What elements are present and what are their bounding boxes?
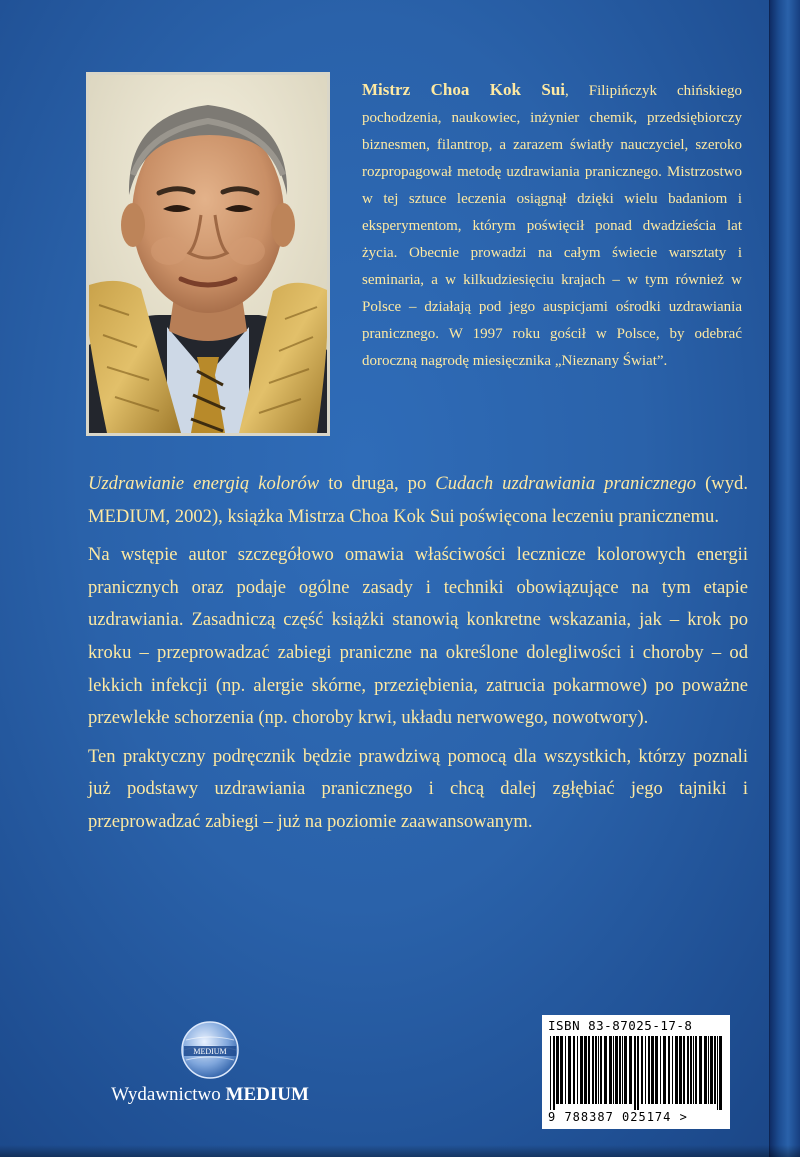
author-portrait bbox=[89, 75, 327, 433]
publisher-logo bbox=[180, 1020, 240, 1080]
barcode-bar bbox=[641, 1036, 643, 1104]
barcode-bar bbox=[600, 1036, 602, 1104]
barcode-bar bbox=[710, 1036, 713, 1104]
barcode-bar bbox=[699, 1036, 702, 1104]
barcode-bars bbox=[548, 1036, 724, 1110]
author-photo bbox=[86, 72, 330, 436]
publisher-brand: MEDIUM bbox=[225, 1084, 309, 1105]
barcode-bar bbox=[560, 1036, 563, 1104]
barcode-bar bbox=[553, 1036, 555, 1110]
book-description bbox=[88, 468, 748, 845]
barcode-bar bbox=[695, 1036, 697, 1104]
barcode bbox=[542, 1015, 730, 1129]
barcode-bar bbox=[588, 1036, 590, 1104]
barcode-bar bbox=[595, 1036, 597, 1104]
barcode-bar bbox=[683, 1036, 685, 1104]
description-paragraph: Na wstępie autor szczegółowo omawia właściwości lecznicze kolorowych energii pranicznych oraz podaje ogólne zasady i techniki obowiązujące na tym etapie uzdrawiania. Zasadniczą część książki stanowią konkretne wskazania, jak – krok po kroku – przeprowadzać zabiegi praniczne na określone dolegliwości i choroby – od lekkich infekcji (np. alergie skórne, przeziębienia, zatrucia pokarmowe) po poważne przewlekłe schorzenia (np. choroby krwi, układu nerwowego, nowotwory). bbox=[88, 544, 748, 729]
barcode-bar bbox=[613, 1036, 614, 1104]
barcode-bar bbox=[719, 1036, 722, 1110]
barcode-bar bbox=[714, 1036, 716, 1104]
barcode-bar bbox=[672, 1036, 673, 1104]
previous-book-title: Cudach uzdrawiania pranicznego bbox=[435, 473, 697, 494]
isbn-label: ISBN 83-87025-17-8 bbox=[548, 1018, 693, 1033]
logo-text: MEDIUM bbox=[193, 1047, 227, 1056]
globe-logo-icon bbox=[180, 1020, 240, 1080]
barcode-bar bbox=[592, 1036, 594, 1104]
barcode-bar bbox=[556, 1036, 559, 1104]
barcode-bar bbox=[604, 1036, 607, 1104]
bottom-edge-shadow bbox=[0, 1145, 800, 1157]
barcode-bar bbox=[568, 1036, 571, 1104]
barcode-bar bbox=[609, 1036, 612, 1104]
barcode-bar bbox=[687, 1036, 689, 1104]
publisher-prefix: Wydawnictwo bbox=[111, 1084, 226, 1105]
barcode-bar bbox=[675, 1036, 678, 1104]
description-paragraph: Ten praktyczny podręcznik będzie prawdziwą pomocą dla wszystkich, którzy poznali już podstawy uzdrawiania pranicznego i chcą dalej zgłębiać jego tajniki i przeprowadzać zabiegi – już na poziomie zaawansowanym. bbox=[88, 745, 748, 832]
barcode-bar bbox=[622, 1036, 623, 1104]
barcode-bar bbox=[668, 1036, 670, 1104]
barcode-bar bbox=[550, 1036, 551, 1110]
barcode-bar bbox=[717, 1036, 718, 1110]
description-text: (wyd. MEDIUM, 2002), książka Mistrza Choa Kok Sui poświęcona leczeniu pranicznemu. bbox=[88, 473, 748, 527]
description-text: to druga, po bbox=[319, 473, 436, 494]
barcode-bar bbox=[634, 1036, 636, 1110]
publisher-name bbox=[90, 1084, 330, 1106]
barcode-bar bbox=[624, 1036, 627, 1104]
barcode-bar bbox=[693, 1036, 694, 1104]
book-spine bbox=[769, 0, 800, 1157]
barcode-bar bbox=[648, 1036, 650, 1104]
barcode-bar bbox=[663, 1036, 666, 1104]
barcode-bar bbox=[615, 1036, 618, 1104]
barcode-bar bbox=[619, 1036, 621, 1104]
barcode-bar bbox=[573, 1036, 575, 1104]
barcode-bar bbox=[637, 1036, 639, 1110]
barcode-bar bbox=[655, 1036, 658, 1104]
barcode-bar bbox=[565, 1036, 566, 1104]
book-title: Uzdrawianie energią kolorów bbox=[88, 473, 320, 494]
barcode-bar bbox=[584, 1036, 587, 1104]
description-paragraph bbox=[88, 468, 748, 533]
author-name: Mistrz Choa Kok Sui bbox=[362, 80, 566, 99]
author-bio-text: , Filipińczyk chińskiego pochodzenia, naukowiec, inżynier chemik, przedsiębiorczy biznesmen, filantrop, a zarazem światły nauczyciel, szeroko rozpropagował metodę uzdrawiania pranicznego. Mistrzostwo w tej sztuce leczenia osiągnął dzięki wielu badaniom i eksperymentom, którym poświęcił ponad dwadzieścia lat życia. Obecnie prowadzi na całym świecie warsztaty i seminaria, a w kilkudziesięciu krajach – w tym również w Polsce – działają pod jego auspicjami ośrodki uzdrawiania pranicznego. W 1997 roku gościł w Polsce, by odebrać doroczną nagrodę miesięcznika „Nieznany Świat”. bbox=[362, 83, 742, 369]
barcode-bar bbox=[577, 1036, 578, 1104]
barcode-bar bbox=[598, 1036, 599, 1104]
barcode-bar bbox=[580, 1036, 583, 1104]
barcode-digits: 9 788387 025174 > bbox=[548, 1110, 688, 1124]
barcode-bar bbox=[660, 1036, 661, 1104]
barcode-bar bbox=[690, 1036, 692, 1104]
barcode-bar bbox=[708, 1036, 709, 1104]
barcode-bar bbox=[651, 1036, 654, 1104]
barcode-bar bbox=[704, 1036, 707, 1104]
barcode-bar bbox=[679, 1036, 682, 1104]
author-bio bbox=[362, 76, 742, 375]
barcode-bar bbox=[629, 1036, 632, 1104]
barcode-bar bbox=[645, 1036, 646, 1104]
